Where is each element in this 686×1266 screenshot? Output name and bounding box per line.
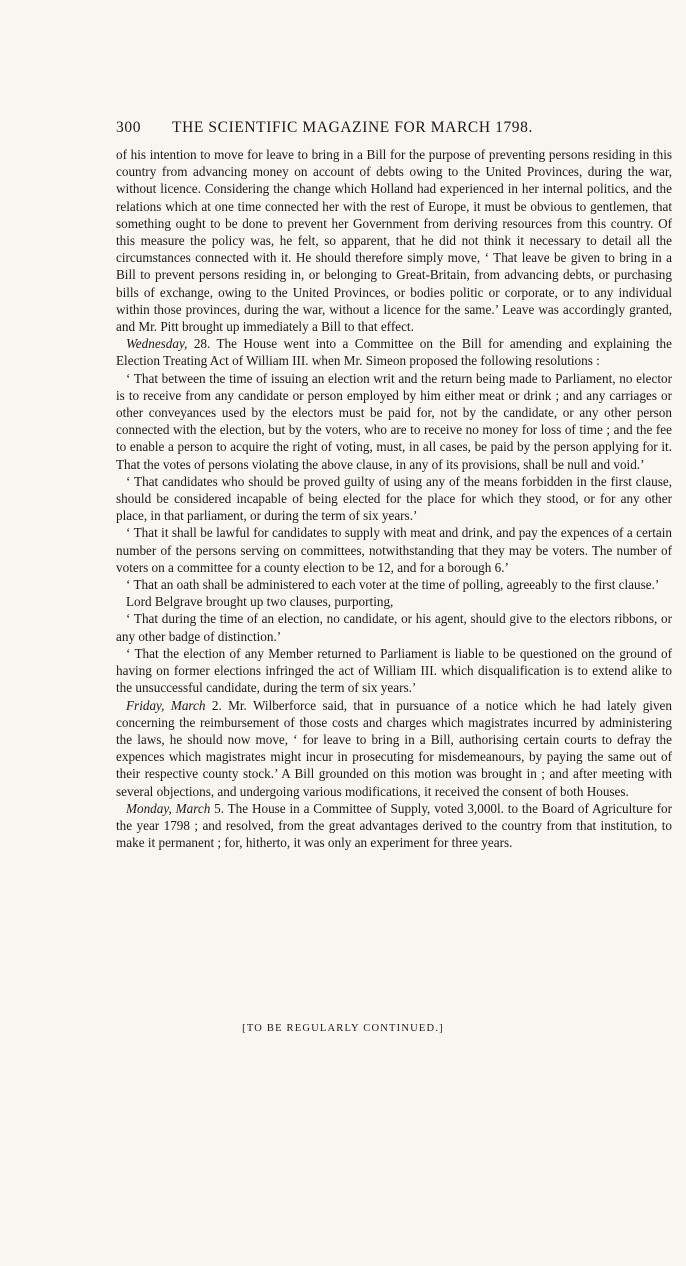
- paragraph-text: 5. The House in a Committee of Supply, voted 3,000l. to the Board of Agriculture for the year 1798 ; and resolved, from the great advantages derived to the country from that institution, to make it permanent ; for, hitherto, it was only an experiment for three years.: [116, 800, 673, 851]
- paragraph-text: ‘ That during the time of an election, no candidate, or his agent, should give to the electors ribbons, or any other badge of distinction.’: [116, 611, 672, 644]
- date-lead: Friday, March: [126, 697, 206, 713]
- paragraph-text: 2. Mr. Wilberforce said, that in pursuance of a notice which he had lately given concerning the reimbursement of those costs and charges which magistrates incurred by administering the laws, he should now move, ‘ for leave to bring in a Bill, authorising certain courts to defray the expences which magistrates might incur in prosecuting for misdemeanours, by paying the same out of their respective county stock.’ A Bill grounded on this motion was brought in ; and after meeting with several objections, and undergoing various modifications, it received the consent of both Houses.: [116, 697, 673, 799]
- paragraph-6: [116, 576, 672, 593]
- paragraph-text: ‘ That it shall be lawful for candidates to supply with meat and drink, and pay the expences of a certain number of the persons serving on committees, notwithstanding that they may be voters. The number of voters on a committee for a county election to be 12, and for a borough 6.’: [116, 525, 672, 575]
- paragraph-text: 28. The House went into a Committee on the Bill for amending and explaining the Election Treating Act of William III. when Mr. Simeon proposed the following resolutions :: [116, 336, 672, 369]
- paragraph-text: ‘ That candidates who should be proved guilty of using any of the means forbidden in the first clause, should be considered incapable of being elected for the place for which they stood, or for any other place, in that parliament, or during the term of six years.’: [116, 473, 672, 524]
- paragraph-8: [116, 610, 672, 644]
- paragraph-text: Lord Belgrave brought up two clauses, purporting,: [126, 594, 394, 610]
- paragraph-1: [116, 146, 672, 335]
- paragraph-10: [116, 697, 672, 800]
- page-title: THE SCIENTIFIC MAGAZINE FOR MARCH 1798.: [172, 119, 533, 136]
- paragraph-2: [116, 335, 672, 369]
- paragraph-text: ‘ That between the time of issuing an election writ and the return being made to Parliament, no elector is to receive from any candidate or person employed by him either meat or drink ; and any carriages or other conveyances used by the electors must be paid for, not by the candidate, or any other person connected with the election, but by the voters, who are to receive no money for loss of time ; and the fee to enable a person to acquire the right of voting, must, in all cases, be paid by the person applying for it. That the votes of persons violating the above clause, in any of its provisions, shall be null and void.’: [116, 370, 672, 472]
- running-head: [116, 119, 676, 137]
- date-lead: Wednesday,: [126, 336, 188, 352]
- paragraph-text: of his intention to move for leave to bring in a Bill for the purpose of preventing persons residing in this country from advancing money on account of debts owing to the United Provinces, during the war, without licence. Considering the change which Holland had experienced in her internal politics, and the relations which at one time connected her with the rest of Europe, it must be obvious to gentlemen, that something ought to be done to prevent her Government from deriving resources from this country. Of this measure the policy was, he felt, so apparent, that he did not think it necessary to detail all the circumstances connected with it. He should therefore simply move, ‘ That leave be given to bring in a Bill to prevent persons residing in, or belonging to Great-Britain, from advancing debts, or purchasing bills of exchange, owing to the United Provinces, or bodies politic or corporate, or to any individual within those provinces, during the war, without a licence for the same.’ Leave was accordingly granted, and Mr. Pitt brought up immediately a Bill to that effect.: [116, 147, 672, 335]
- paragraph-7: [116, 593, 672, 610]
- paragraph-5: [116, 524, 672, 576]
- continuation-note: [TO BE REGULARLY CONTINUED.]: [242, 1023, 444, 1034]
- paragraph-text: ‘ That an oath shall be administered to each voter at the time of polling, agreeably to the first clause.’: [126, 577, 660, 593]
- paragraph-3: [116, 370, 672, 473]
- paragraph-4: [116, 473, 672, 525]
- page-number: 300: [116, 119, 142, 136]
- paragraph-9: [116, 645, 672, 697]
- body-text: [116, 146, 672, 851]
- date-lead: Monday, March: [126, 800, 211, 816]
- paragraph-text: ‘ That the election of any Member returned to Parliament is liable to be questioned on the ground of having on former elections infringed the act of William III. which disqualification is to extend alike to the unsuccessful candidate, during the term of six years.’: [116, 645, 672, 696]
- paragraph-11: [116, 800, 672, 852]
